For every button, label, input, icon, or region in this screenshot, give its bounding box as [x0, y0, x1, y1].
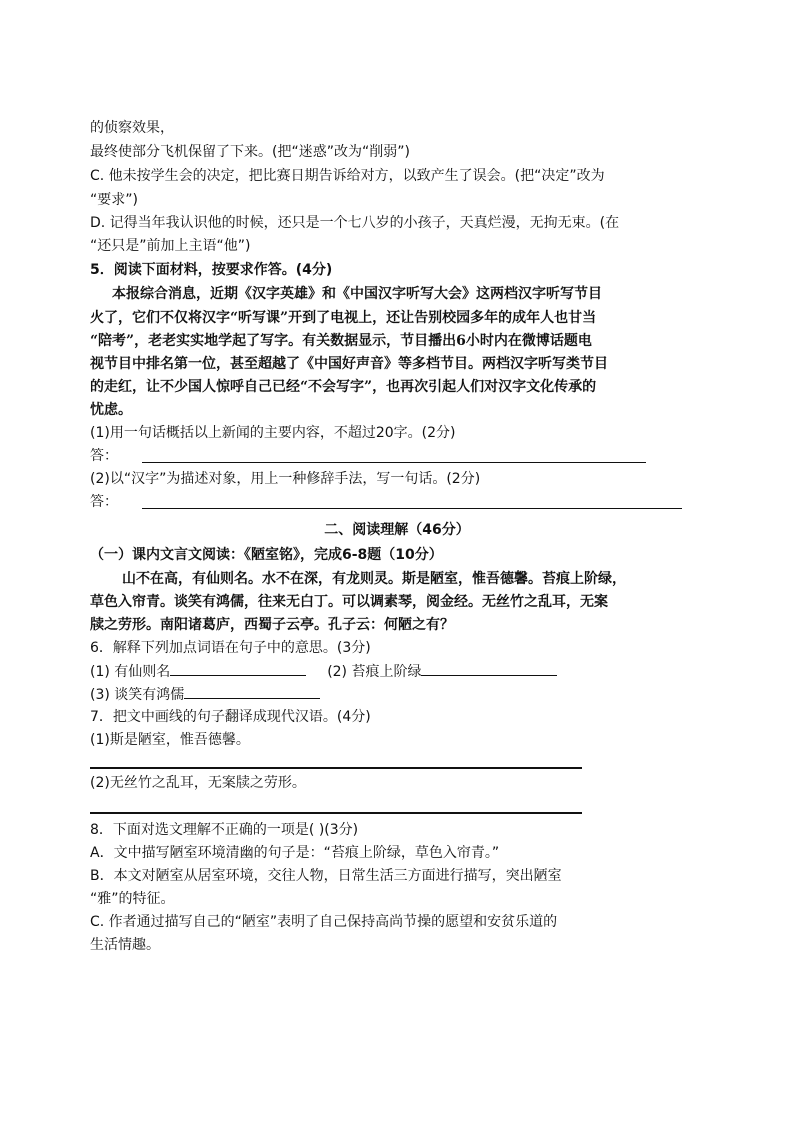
text-line: “还只是”前加上主语“他”) — [90, 238, 251, 254]
question-6-item-1: (1) 有仙则名 — [90, 664, 171, 680]
option-c: C. 他未按学生会的决定，把比赛日期告诉给对方，以致产生了误会。(把“决定”改为 — [90, 168, 605, 184]
question-6-items — [90, 661, 557, 682]
news-passage: 火了，它们不仅将汉字“听写课”开到了电视上，还让告别校园多年的成年人也甘当 — [90, 310, 597, 326]
question-5-1: (1)用一句话概括以上新闻的主要内容，不超过20字。(2分) — [90, 425, 456, 441]
blank-line[interactable] — [421, 661, 557, 676]
question-5-2: (2)以“汉字”为描述对象，用上一种修辞手法，写一句话。(2分) — [90, 471, 481, 487]
question-6-items — [90, 684, 320, 705]
answer-label: 答： — [90, 494, 118, 510]
answer-line[interactable] — [90, 767, 582, 769]
option-c: C. 作者通过描写自己的“陋室”表明了自己保持高尚节操的愿望和安贫乐道的 — [90, 914, 558, 930]
news-passage: 忧虑。 — [90, 402, 132, 418]
subsection-title: （一）课内文言文阅读：《陋室铭》，完成6-8题（10分） — [90, 547, 443, 563]
blank-line[interactable] — [170, 661, 306, 676]
answer-line[interactable] — [142, 508, 682, 509]
blank-line[interactable] — [184, 684, 320, 699]
question-7-item-1: (1)斯是陋室，惟吾德馨。 — [90, 732, 250, 748]
answer-line[interactable] — [90, 812, 582, 814]
question-7-title: 7．把文中画线的句子翻译成现代汉语。(4分) — [90, 709, 371, 725]
answer-line[interactable] — [142, 462, 646, 463]
text-line: 的侦察效果， — [90, 120, 174, 136]
news-passage: 视节目中排名第一位，甚至超越了《中国好声音》等多档节目。两档汉字听写类节目 — [90, 356, 608, 372]
option-c-cont: 生活情趣。 — [90, 937, 160, 953]
question-6-item-3: (3) 谈笑有鸿儒 — [90, 687, 185, 703]
option-b-cont: “雅”的特征。 — [90, 891, 175, 907]
option-b: B．本文对陋室从居室环境，交往人物，日常生活三方面进行描写，突出陋室 — [90, 868, 562, 884]
option-d: D. 记得当年我认识他的时候，还只是一个七八岁的小孩子，天真烂漫，无拘无束。(在 — [90, 215, 620, 231]
question-6-title: 6．解释下列加点词语在句子中的意思。(3分) — [90, 640, 371, 656]
question-5-title: 5．阅读下面材料，按要求作答。(4分) — [90, 262, 333, 278]
news-passage: “陪考”，老老实实地学起了写字。有关数据显示，节目播出6小时内在微博话题电 — [90, 333, 592, 349]
question-8-title: 8．下面对选文理解不正确的一项是( )(3分) — [90, 822, 359, 838]
classical-text: 山不在高，有仙则名。水不在深，有龙则灵。斯是陋室，惟吾德馨。苔痕上阶绿， — [122, 571, 626, 587]
news-passage: 的走红，让不少国人惊呼自己已经“不会写字”，也再次引起人们对汉字文化传承的 — [90, 379, 597, 395]
text-line: 最终使部分飞机保留了下来。(把“迷惑”改为“削弱”) — [90, 144, 410, 160]
classical-text: 草色入帘青。谈笑有鸿儒，往来无白丁。可以调素琴，阅金经。无丝竹之乱耳，无案 — [90, 594, 608, 610]
news-passage: 本报综合消息，近期《汉字英雄》和《中国汉字听写大会》这两档汉字听写节目 — [112, 286, 602, 302]
section-title: 二、阅读理解（46分） — [324, 522, 470, 538]
question-7-item-2: (2)无丝竹之乱耳，无案牍之劳形。 — [90, 775, 306, 791]
text-line: “要求”) — [90, 192, 138, 208]
question-6-item-2: (2) 苔痕上阶绿 — [327, 664, 422, 680]
answer-label: 答： — [90, 448, 118, 464]
option-a: A．文中描写陋室环境清幽的句子是：“苔痕上阶绿，草色入帘青。” — [90, 845, 500, 861]
classical-text: 牍之劳形。南阳诸葛庐，西蜀子云亭。孔子云：何陋之有？ — [90, 617, 454, 633]
